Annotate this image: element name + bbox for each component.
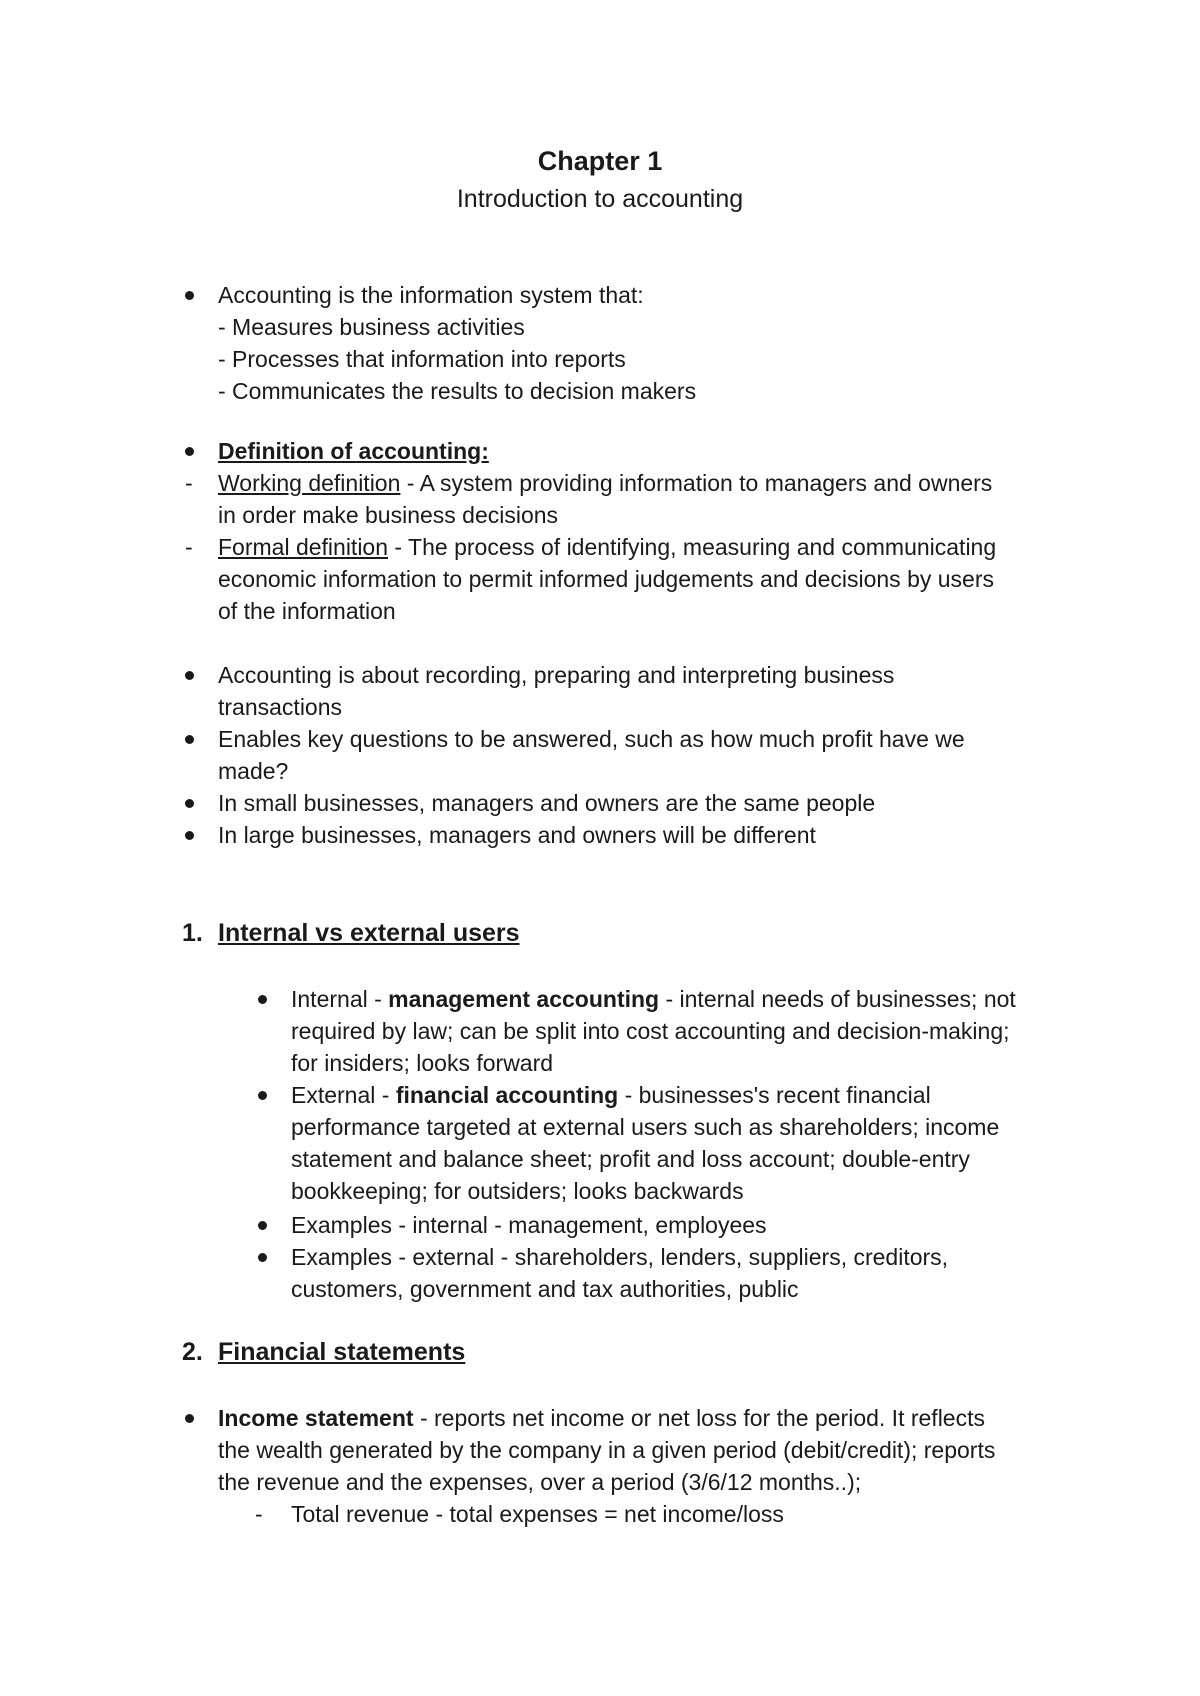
intro-point: - Processes that information into reports — [218, 346, 626, 372]
formal-definition-cont: economic information to permit informed judgements and decisions by users — [218, 566, 994, 592]
external-users-cont: performance targeted at external users such as shareholders; income — [291, 1114, 1000, 1140]
bullet-icon — [185, 447, 194, 456]
examples-internal: Examples - internal - management, employees — [291, 1212, 767, 1238]
section-title: Financial statements — [218, 1338, 466, 1366]
section-number: 1. — [182, 919, 203, 947]
external-users-cont: statement and balance sheet; profit and loss account; double-entry — [291, 1146, 970, 1172]
chapter-subtitle: Introduction to accounting — [456, 185, 744, 213]
bullet-icon — [185, 1414, 194, 1423]
fact-item: Enables key questions to be answered, such as how much profit have we — [218, 726, 965, 752]
intro-point: - Communicates the results to decision makers — [218, 378, 697, 404]
formal-definition-cont: of the information — [218, 598, 396, 624]
external-users: External - financial accounting - businesses's recent financial — [291, 1082, 931, 1108]
bullet-icon — [185, 735, 194, 744]
bullet-icon — [185, 799, 194, 808]
working-definition-cont: in order make business decisions — [218, 502, 559, 528]
bullet-icon — [258, 1091, 267, 1100]
bullet-icon — [258, 995, 267, 1004]
bullet-icon — [258, 1221, 267, 1230]
working-definition: Working definition - A system providing information to managers and owners — [218, 470, 993, 496]
dash-marker: - — [185, 534, 193, 560]
bullet-icon — [185, 831, 194, 840]
dash-marker: - — [255, 1501, 263, 1527]
income-statement: Income statement - reports net income or net loss for the period. It reflects — [218, 1405, 985, 1431]
bullet-icon — [185, 671, 194, 680]
internal-users: Internal - management accounting - internal needs of businesses; not — [291, 986, 1016, 1012]
dash-marker: - — [185, 470, 193, 496]
income-statement-cont: the wealth generated by the company in a given period (debit/credit); reports — [218, 1437, 996, 1463]
formal-definition: Formal definition - The process of identifying, measuring and communicating — [218, 534, 997, 560]
income-formula: Total revenue - total expenses = net income/loss — [291, 1501, 784, 1527]
section-title: Internal vs external users — [218, 919, 520, 947]
fact-item-cont: transactions — [218, 694, 343, 720]
bullet-icon — [185, 291, 194, 300]
intro-lead: Accounting is the information system that: — [218, 282, 644, 308]
section-number: 2. — [182, 1338, 203, 1366]
examples-external-cont: customers, government and tax authorities, public — [291, 1276, 799, 1302]
definition-heading: Definition of accounting: — [218, 438, 489, 464]
chapter-title: Chapter 1 — [537, 146, 663, 176]
examples-external: Examples - external - shareholders, lenders, suppliers, creditors, — [291, 1244, 949, 1270]
income-statement-cont: the revenue and the expenses, over a period (3/6/12 months..); — [218, 1469, 862, 1495]
internal-users-cont: required by law; can be split into cost accounting and decision-making; — [291, 1018, 1010, 1044]
fact-item: Accounting is about recording, preparing and interpreting business — [218, 662, 895, 688]
bullet-icon — [258, 1253, 267, 1262]
external-users-cont: bookkeeping; for outsiders; looks backwards — [291, 1178, 744, 1204]
fact-item-cont: made? — [218, 758, 289, 784]
fact-item: In large businesses, managers and owners will be different — [218, 822, 816, 848]
internal-users-cont: for insiders; looks forward — [291, 1050, 554, 1076]
intro-point: - Measures business activities — [218, 314, 525, 340]
fact-item: In small businesses, managers and owners are the same people — [218, 790, 876, 816]
